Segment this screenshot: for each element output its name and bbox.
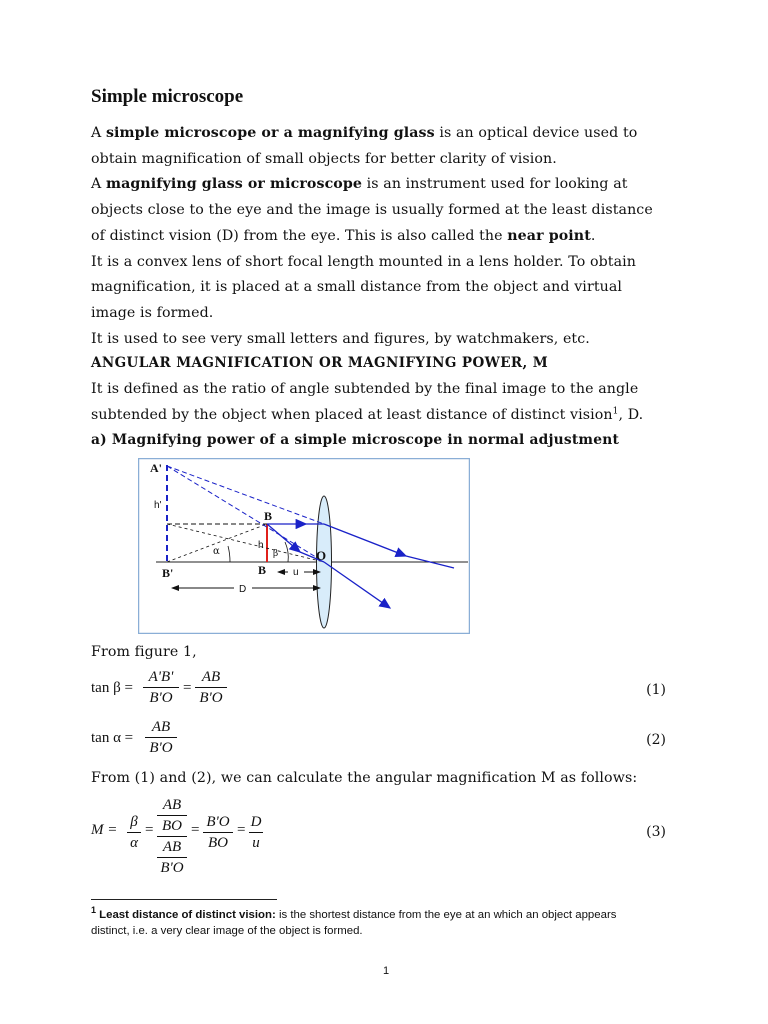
fraction-bar	[145, 737, 177, 738]
footnote-term: Least distance of distinct vision:	[96, 909, 276, 921]
definition-line: It is defined as the ratio of angle subtended by the final image to the angle	[91, 381, 639, 397]
footnote-ref[interactable]: 1	[612, 405, 619, 416]
footnote-divider	[91, 899, 277, 900]
eq3-fraction	[127, 813, 141, 852]
ray-diagram	[138, 458, 470, 634]
eq3-fraction	[249, 813, 263, 852]
bold-term: near point	[507, 227, 591, 244]
main-fraction-bar	[157, 836, 187, 837]
intro-text	[91, 121, 681, 352]
eq3-fraction	[203, 813, 233, 852]
intro-line: It is used to see very small letters and figures, by watchmakers, etc.	[91, 330, 590, 347]
text-run: subtended by the object when placed at least distance of distinct vision	[91, 406, 613, 423]
equation-number: (3)	[646, 824, 666, 840]
label-u: u	[293, 567, 299, 578]
fraction-bar	[195, 687, 227, 688]
fraction-bar	[203, 832, 233, 833]
equals: =	[145, 822, 154, 838]
section-heading: ANGULAR MAGNIFICATION OR MAGNIFYING POWER, M	[91, 355, 549, 371]
intro-line	[91, 172, 681, 198]
definition-text	[91, 377, 681, 428]
bold-term: magnifying glass or microscope	[105, 176, 363, 193]
denominator: α	[130, 835, 138, 851]
equation-3	[91, 796, 391, 874]
definition-line	[91, 403, 681, 429]
equation-1	[91, 668, 651, 712]
bold-term: simple microscope or a magnifying glass	[105, 125, 435, 141]
figure-border	[139, 459, 470, 634]
fraction-bar	[157, 815, 187, 816]
subsection-heading: a) Magnifying power of a simple microscope in normal adjustment	[91, 432, 620, 448]
label-h-prime: h'	[154, 500, 162, 511]
denominator-numerator: AB	[162, 839, 182, 855]
denominator: u	[252, 835, 260, 851]
text-run: is an instrument used for looking at	[362, 176, 628, 193]
numerator: AB	[162, 797, 182, 813]
footnote-text: is the shortest distance from the eye at an which an object appears	[275, 909, 617, 921]
label-b-lower: B	[258, 563, 267, 577]
from-figure-text: From figure 1,	[91, 644, 197, 660]
equation-2	[91, 718, 391, 762]
label-d: D	[239, 584, 247, 595]
equation-number: (2)	[646, 732, 666, 748]
eq3-lhs: M =	[91, 822, 118, 838]
label-h: h	[258, 540, 264, 551]
eq1-fraction	[195, 668, 227, 707]
denominator: B'O	[199, 690, 223, 706]
text-run: .	[590, 227, 596, 244]
denominator: BO	[208, 835, 228, 851]
label-b-prime: B'	[162, 566, 174, 580]
eq2-lhs: tan α =	[91, 730, 134, 746]
footnote-text: distinct, i.e. a very clear image of the object is formed.	[91, 925, 363, 937]
numerator: A'B'	[148, 669, 174, 685]
fraction-bar	[143, 687, 179, 688]
numerator: D	[250, 814, 262, 830]
fraction-bar	[157, 857, 187, 858]
equals: =	[237, 822, 246, 838]
footnote	[91, 907, 691, 939]
page-number: 1	[383, 965, 390, 977]
intro-line: magnification, it is placed at a small distance from the object and virtual	[91, 279, 623, 296]
denominator: B'O	[149, 740, 173, 756]
intro-line: image is formed.	[91, 304, 214, 321]
from-equations-text: From (1) and (2), we can calculate the angular magnification M as follows:	[91, 770, 638, 786]
page-title: Simple microscope	[91, 86, 244, 107]
equals: =	[191, 822, 200, 838]
equation-number: (1)	[646, 682, 666, 698]
eq1-lhs: tan β =	[91, 680, 133, 696]
denominator: B'O	[160, 860, 184, 876]
eq3-compound-fraction	[157, 796, 187, 877]
label-a-prime: A'	[150, 461, 162, 475]
numerator: AB	[201, 669, 221, 685]
text-run: of distinct vision (D) from the eye. This is also called the	[91, 227, 508, 244]
label-alpha: α	[213, 546, 220, 557]
text-run: , D.	[618, 406, 644, 423]
intro-line	[91, 224, 681, 250]
text-run: A	[91, 176, 106, 193]
text-run: A	[91, 125, 106, 141]
equals: =	[183, 680, 192, 696]
intro-line: obtain magnification of small objects for better clarity of vision.	[91, 150, 557, 167]
label-o: O	[316, 548, 327, 563]
intro-line: objects close to the eye and the image is usually formed at the least distance	[91, 202, 653, 219]
denominator: B'O	[149, 690, 173, 706]
text-run: is an optical device used to	[434, 125, 638, 141]
fraction-bar	[127, 832, 141, 833]
intro-line: It is a convex lens of short focal length mounted in a lens holder. To obtain	[91, 253, 636, 270]
numerator-denominator: BO	[162, 818, 182, 834]
intro-line	[91, 121, 681, 147]
eq1-fraction	[143, 668, 179, 707]
fraction-bar	[249, 832, 263, 833]
footnote-marker: 1	[91, 905, 97, 916]
numerator: B'O	[206, 814, 230, 830]
label-b: B	[264, 509, 273, 523]
label-beta: β	[273, 549, 279, 559]
numerator: β	[130, 814, 138, 830]
eq2-fraction	[145, 718, 177, 757]
numerator: AB	[151, 719, 171, 735]
